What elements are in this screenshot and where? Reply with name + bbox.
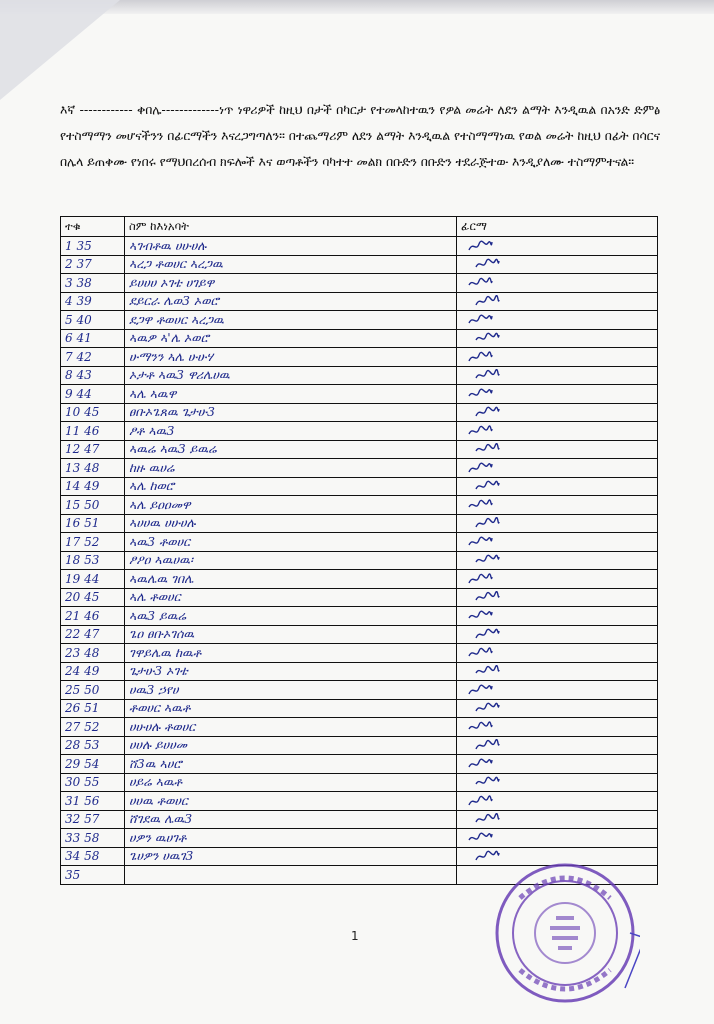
handwritten-signature xyxy=(474,517,500,530)
row-name: ሀዉ3 ኃየሀ xyxy=(125,681,457,700)
row-name: ኣሀሀዉ ሀሁሀሉ xyxy=(125,514,457,533)
row-signature-cell xyxy=(457,348,658,367)
handwritten-signature xyxy=(467,351,493,364)
row-number: 24 49 xyxy=(61,662,125,681)
handwritten-signature xyxy=(467,462,493,475)
row-name: ይሀሀሀ ኦገቴ ሀገይዋ xyxy=(125,274,457,293)
row-signature-cell xyxy=(457,588,658,607)
table-row xyxy=(61,829,658,848)
handwritten-signature xyxy=(474,369,500,382)
row-name xyxy=(125,866,457,885)
table-row xyxy=(61,311,658,330)
handwritten-signature xyxy=(467,647,493,660)
handwritten-signature xyxy=(467,314,493,327)
row-number: 32 57 xyxy=(61,810,125,829)
row-number: 14 49 xyxy=(61,477,125,496)
header-name: ስም ከእነአባት xyxy=(125,217,457,237)
table-row xyxy=(61,551,658,570)
table-header-row xyxy=(61,217,658,237)
row-name: ፆቶ ኣዉ3 xyxy=(125,422,457,441)
row-number: 11 46 xyxy=(61,422,125,441)
row-number: 25 50 xyxy=(61,681,125,700)
handwritten-signature xyxy=(467,795,493,808)
row-number: 23 48 xyxy=(61,644,125,663)
handwritten-signature xyxy=(474,554,500,567)
row-number: 1 35 xyxy=(61,237,125,256)
table-row xyxy=(61,607,658,626)
row-signature-cell xyxy=(457,607,658,626)
row-name: ገዋይሌዉ ከዉቶ xyxy=(125,644,457,663)
table-row xyxy=(61,348,658,367)
row-number: 35 xyxy=(61,866,125,885)
handwritten-signature xyxy=(467,610,493,623)
handwritten-signature xyxy=(467,240,493,253)
row-number: 5 40 xyxy=(61,311,125,330)
handwritten-signature xyxy=(467,499,493,512)
table-row xyxy=(61,533,658,552)
row-number: 21 46 xyxy=(61,607,125,626)
row-signature-cell xyxy=(457,514,658,533)
row-signature-cell xyxy=(457,496,658,515)
table-row xyxy=(61,736,658,755)
row-name: ሀይሬ ኣዉቶ xyxy=(125,773,457,792)
table-row xyxy=(61,514,658,533)
row-name: ኣገብቶዉ ሀሁሀሉ xyxy=(125,237,457,256)
row-signature-cell xyxy=(457,644,658,663)
row-name: ኣዉ3 ይዉሬ xyxy=(125,607,457,626)
handwritten-signature xyxy=(474,406,500,419)
folded-corner xyxy=(0,0,120,100)
row-number: 4 39 xyxy=(61,292,125,311)
row-signature-cell xyxy=(457,385,658,404)
row-number: 29 54 xyxy=(61,755,125,774)
row-number: 26 51 xyxy=(61,699,125,718)
row-name: ሸ3ዉ ኣሀሮ xyxy=(125,755,457,774)
row-signature-cell xyxy=(457,551,658,570)
row-signature-cell xyxy=(457,459,658,478)
row-name: ፆዖዐ ኣዉሀዉ፡ xyxy=(125,551,457,570)
table-row xyxy=(61,644,658,663)
row-name: ኣዉዎ ኣ'ሌ ኦወሮ xyxy=(125,329,457,348)
row-signature-cell xyxy=(457,403,658,422)
row-signature-cell xyxy=(457,366,658,385)
table-row xyxy=(61,329,658,348)
table-row xyxy=(61,810,658,829)
handwritten-signature xyxy=(467,388,493,401)
row-name: ኣሌ ቶወሀር xyxy=(125,588,457,607)
row-signature-cell xyxy=(457,570,658,589)
row-number: 2 37 xyxy=(61,255,125,274)
handwritten-signature xyxy=(467,721,493,734)
row-name: ሀሀሉ ይሀሀመ xyxy=(125,736,457,755)
row-signature-cell xyxy=(457,829,658,848)
row-name: ሸገደዉ ሌዉ3 xyxy=(125,810,457,829)
row-name: ኣሌ ይዐዐመዋ xyxy=(125,496,457,515)
table-row xyxy=(61,477,658,496)
row-signature-cell xyxy=(457,237,658,256)
table-row xyxy=(61,274,658,293)
handwritten-signature xyxy=(474,776,500,789)
row-signature-cell xyxy=(457,773,658,792)
row-number: 19 44 xyxy=(61,570,125,589)
row-signature-cell xyxy=(457,699,658,718)
agreement-paragraph: እኛ ------------ ቀበሌ-------------ነጥ ነዋሪዎች ከዚህ በታች በካርታ የተመላከተዉን የዎል መሬት ለደን ልማት እንዲዉል በአንድ ድምፅ የተስማማን መሆናችንን በፊርማችን እናረጋግጣለን። በተጨማሪም ለደን ልማት እንዲዉል የተስማማነዉ የወል መሬት ከዚህ በፊት በሳርና በሌላ ይጠቀሙ የነበሩ የማህበረሰብ ክፍሎች እና ወጣቶችን ባካተተ መልክ በቡድን በቡድን ተደራጅተው እንዲያለሙ ተስማምተናል። xyxy=(60,103,660,169)
handwritten-signature xyxy=(467,573,493,586)
handwritten-signature xyxy=(467,425,493,438)
table-row xyxy=(61,440,658,459)
row-name: ኣዉሬ ኣዉ3 ይዉሬ xyxy=(125,440,457,459)
row-name: ሀሁሀሉ ቶወሀር xyxy=(125,718,457,737)
table-row xyxy=(61,588,658,607)
row-signature-cell xyxy=(457,422,658,441)
table-row xyxy=(61,237,658,256)
row-name: ደጋዋ ቶወሀር ኣረጋዉ xyxy=(125,311,457,330)
row-signature-cell xyxy=(457,329,658,348)
table-row xyxy=(61,755,658,774)
row-name: ኣረጋ ቶወሀር ኣረጋዉ xyxy=(125,255,457,274)
row-number: 28 53 xyxy=(61,736,125,755)
signature-table xyxy=(60,216,658,885)
table-row xyxy=(61,459,658,478)
row-name: ሀሀዉ ቶወሀር xyxy=(125,792,457,811)
row-signature-cell xyxy=(457,311,658,330)
row-name: ጌሀዎን ሀዉገ3 xyxy=(125,847,457,866)
table-row xyxy=(61,403,658,422)
handwritten-signature xyxy=(467,277,493,290)
table-row xyxy=(61,385,658,404)
row-number: 7 42 xyxy=(61,348,125,367)
table-row xyxy=(61,292,658,311)
row-signature-cell xyxy=(457,477,658,496)
row-name: ኣዉሌዉ ገበሌ xyxy=(125,570,457,589)
row-name: ጌታሁ3 ኦገቴ xyxy=(125,662,457,681)
handwritten-signature xyxy=(474,813,500,826)
row-signature-cell xyxy=(457,736,658,755)
row-signature-cell xyxy=(457,440,658,459)
row-name: ደይርራ ሌወ3 ኦወሮ xyxy=(125,292,457,311)
row-number: 12 47 xyxy=(61,440,125,459)
handwritten-signature xyxy=(474,665,500,678)
table-row xyxy=(61,792,658,811)
handwritten-signature xyxy=(474,443,500,456)
handwritten-signature xyxy=(474,702,500,715)
table-row xyxy=(61,496,658,515)
header-signature: ፊርማ xyxy=(457,217,658,237)
row-number: 20 45 xyxy=(61,588,125,607)
table-row xyxy=(61,625,658,644)
row-signature-cell xyxy=(457,718,658,737)
row-name: ኦታቶ ኣዉ3 ዋሪሌሀዉ xyxy=(125,366,457,385)
handwritten-signature xyxy=(474,628,500,641)
row-number: 33 58 xyxy=(61,829,125,848)
handwritten-signature xyxy=(474,258,500,271)
table-body xyxy=(61,237,658,885)
row-name: ሀዎን ዉሀገቶ xyxy=(125,829,457,848)
table-row xyxy=(61,255,658,274)
row-signature-cell xyxy=(457,792,658,811)
table-row xyxy=(61,662,658,681)
handwritten-signature xyxy=(467,684,493,697)
row-name: ኣሌ ኣዉዋ xyxy=(125,385,457,404)
row-number: 13 48 xyxy=(61,459,125,478)
table-row xyxy=(61,422,658,441)
row-signature-cell xyxy=(457,662,658,681)
row-number: 22 47 xyxy=(61,625,125,644)
row-number: 16 51 xyxy=(61,514,125,533)
row-signature-cell xyxy=(457,292,658,311)
row-signature-cell xyxy=(457,625,658,644)
handwritten-signature xyxy=(467,832,493,845)
row-number: 10 45 xyxy=(61,403,125,422)
table-row xyxy=(61,699,658,718)
row-name: ጌዐ ፀቡኦገሰዉ xyxy=(125,625,457,644)
row-name: ፀቡኦጌጸዉ ጌታሁ3 xyxy=(125,403,457,422)
row-number: 31 56 xyxy=(61,792,125,811)
handwritten-signature xyxy=(474,332,500,345)
row-signature-cell xyxy=(457,274,658,293)
row-signature-cell xyxy=(457,810,658,829)
official-stamp xyxy=(490,858,640,1008)
row-number: 27 52 xyxy=(61,718,125,737)
row-signature-cell xyxy=(457,255,658,274)
handwritten-signature xyxy=(474,591,500,604)
row-number: 17 52 xyxy=(61,533,125,552)
handwritten-signature xyxy=(474,739,500,752)
row-number: 18 53 xyxy=(61,551,125,570)
table-row xyxy=(61,773,658,792)
row-name: ሁማንን ኣሌ ሁሁሃ xyxy=(125,348,457,367)
row-name: ከዙ ዉሀሬ xyxy=(125,459,457,478)
table-row xyxy=(61,718,658,737)
page-number: 1 xyxy=(351,929,359,943)
row-signature-cell xyxy=(457,755,658,774)
row-name: ቶወሀር ኣዉቶ xyxy=(125,699,457,718)
row-number: 6 41 xyxy=(61,329,125,348)
handwritten-signature xyxy=(467,536,493,549)
row-number: 34 58 xyxy=(61,847,125,866)
handwritten-signature xyxy=(474,295,500,308)
row-signature-cell xyxy=(457,681,658,700)
row-number: 8 43 xyxy=(61,366,125,385)
row-number: 3 38 xyxy=(61,274,125,293)
table-row xyxy=(61,366,658,385)
handwritten-signature xyxy=(474,480,500,493)
row-number: 30 55 xyxy=(61,773,125,792)
table-row xyxy=(61,570,658,589)
header-number: ተቁ xyxy=(61,217,125,237)
row-number: 15 50 xyxy=(61,496,125,515)
row-number: 9 44 xyxy=(61,385,125,404)
table-row xyxy=(61,681,658,700)
row-signature-cell xyxy=(457,533,658,552)
handwritten-signature xyxy=(467,758,493,771)
row-name: ኣዉ3 ቶወሀር xyxy=(125,533,457,552)
row-name: ኣሌ ከወሮ xyxy=(125,477,457,496)
